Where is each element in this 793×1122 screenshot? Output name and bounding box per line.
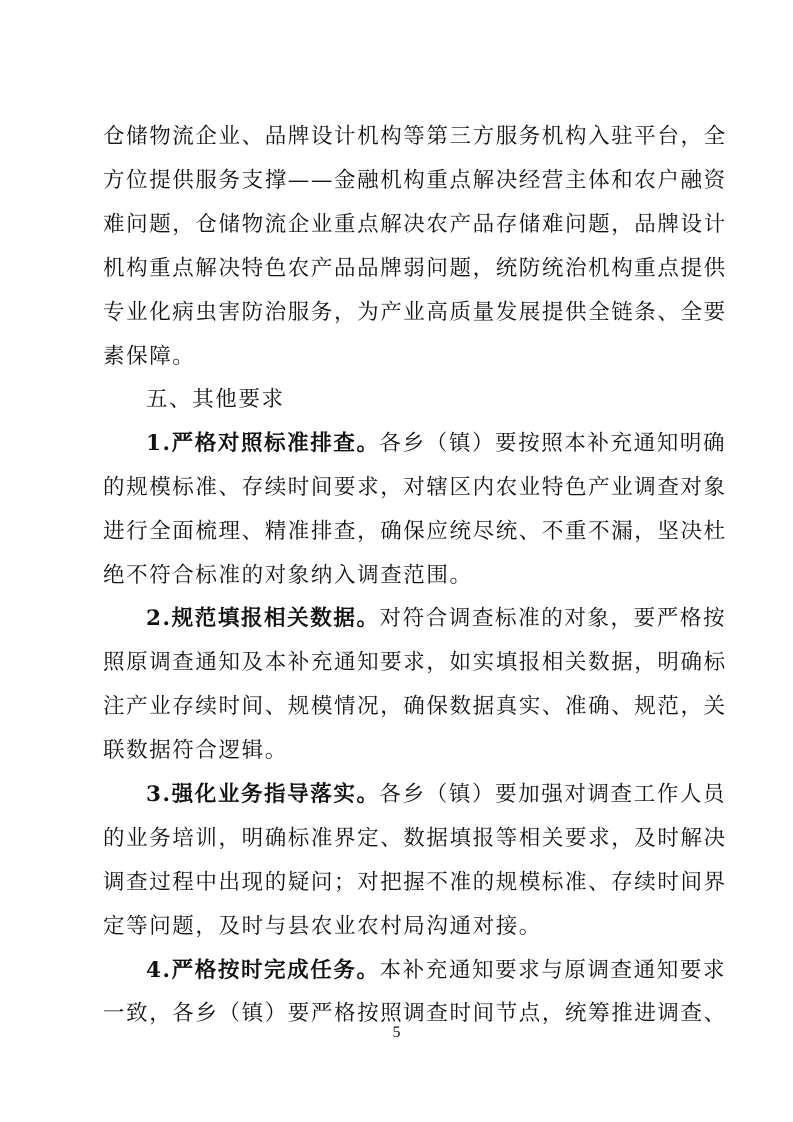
line-text: 专业化病虫害防治服务，为产业高质量发展提供全链条、全要 xyxy=(103,300,727,325)
text-line xyxy=(146,605,727,633)
line-text: 仓储物流企业、品牌设计机构等第三方服务机构入驻平台，全 xyxy=(103,124,727,149)
text-line xyxy=(103,649,727,677)
line-text: 绝不符合标准的对象纳入调查范围。 xyxy=(103,563,473,588)
text-line xyxy=(103,123,727,151)
text-line xyxy=(103,211,727,239)
text-line xyxy=(103,299,727,327)
bold-heading-text: 4.严格按时完成任务。 xyxy=(146,958,380,983)
text-line xyxy=(103,562,691,590)
text-line xyxy=(103,343,691,371)
text-line xyxy=(103,693,727,721)
line-text: 的规模标准、存续时间要求，对辖区内农业特色产业调查对象 xyxy=(103,475,727,500)
line-text: 对符合调查标准的对象，要严格按 xyxy=(379,606,727,631)
line-text: 注产业存续时间、规模情况，确保数据真实、准确、规范，关 xyxy=(103,694,727,719)
text-line xyxy=(146,430,727,458)
text-line xyxy=(103,474,727,502)
bold-heading-text: 3.强化业务指导落实。 xyxy=(146,782,380,807)
text-line xyxy=(103,518,727,546)
line-text: 五、其他要求 xyxy=(146,387,285,412)
text-line xyxy=(103,737,691,765)
text-line xyxy=(103,167,727,195)
text-line xyxy=(146,781,727,809)
line-text: 本补充通知要求与原调查通知要求 xyxy=(379,958,727,983)
text-line xyxy=(103,255,727,283)
line-text: 联数据符合逻辑。 xyxy=(103,738,288,763)
line-text: 机构重点解决特色农产品品牌弱问题，统防统治机构重点提供 xyxy=(103,256,727,281)
line-text: 各乡（镇）要按照本补充通知明确 xyxy=(379,431,727,456)
text-line xyxy=(146,386,691,414)
line-text: 素保障。 xyxy=(103,344,196,369)
bold-heading-text: 2.规范填报相关数据。 xyxy=(146,606,380,631)
line-text: 照原调查通知及本补充通知要求，如实填报相关数据，明确标 xyxy=(103,650,727,675)
text-line xyxy=(146,957,727,985)
line-text: 一致，各乡（镇）要严格按照调查时间节点，统筹推进调查、 xyxy=(103,1001,727,1026)
line-text: 难问题，仓储物流企业重点解决农产品存储难问题，品牌设计 xyxy=(103,212,727,237)
text-line xyxy=(103,913,691,941)
line-text: 各乡（镇）要加强对调查工作人员 xyxy=(379,782,727,807)
text-line xyxy=(103,825,727,853)
line-text: 调查过程中出现的疑问；对把握不准的规模标准、存续时间界 xyxy=(103,870,727,895)
line-text: 的业务培训，明确标准界定、数据填报等相关要求，及时解决 xyxy=(103,826,727,851)
page-number: 5 xyxy=(392,1024,401,1041)
text-line xyxy=(103,869,727,897)
line-text: 定等问题，及时与县农业农村局沟通对接。 xyxy=(103,914,542,939)
bold-heading-text: 1.严格对照标准排查。 xyxy=(146,431,380,456)
line-text: 方位提供服务支撑——金融机构重点解决经营主体和农户融资 xyxy=(103,168,727,193)
line-text: 进行全面梳理、精准排查，确保应统尽统、不重不漏，坚决杜 xyxy=(103,519,727,544)
